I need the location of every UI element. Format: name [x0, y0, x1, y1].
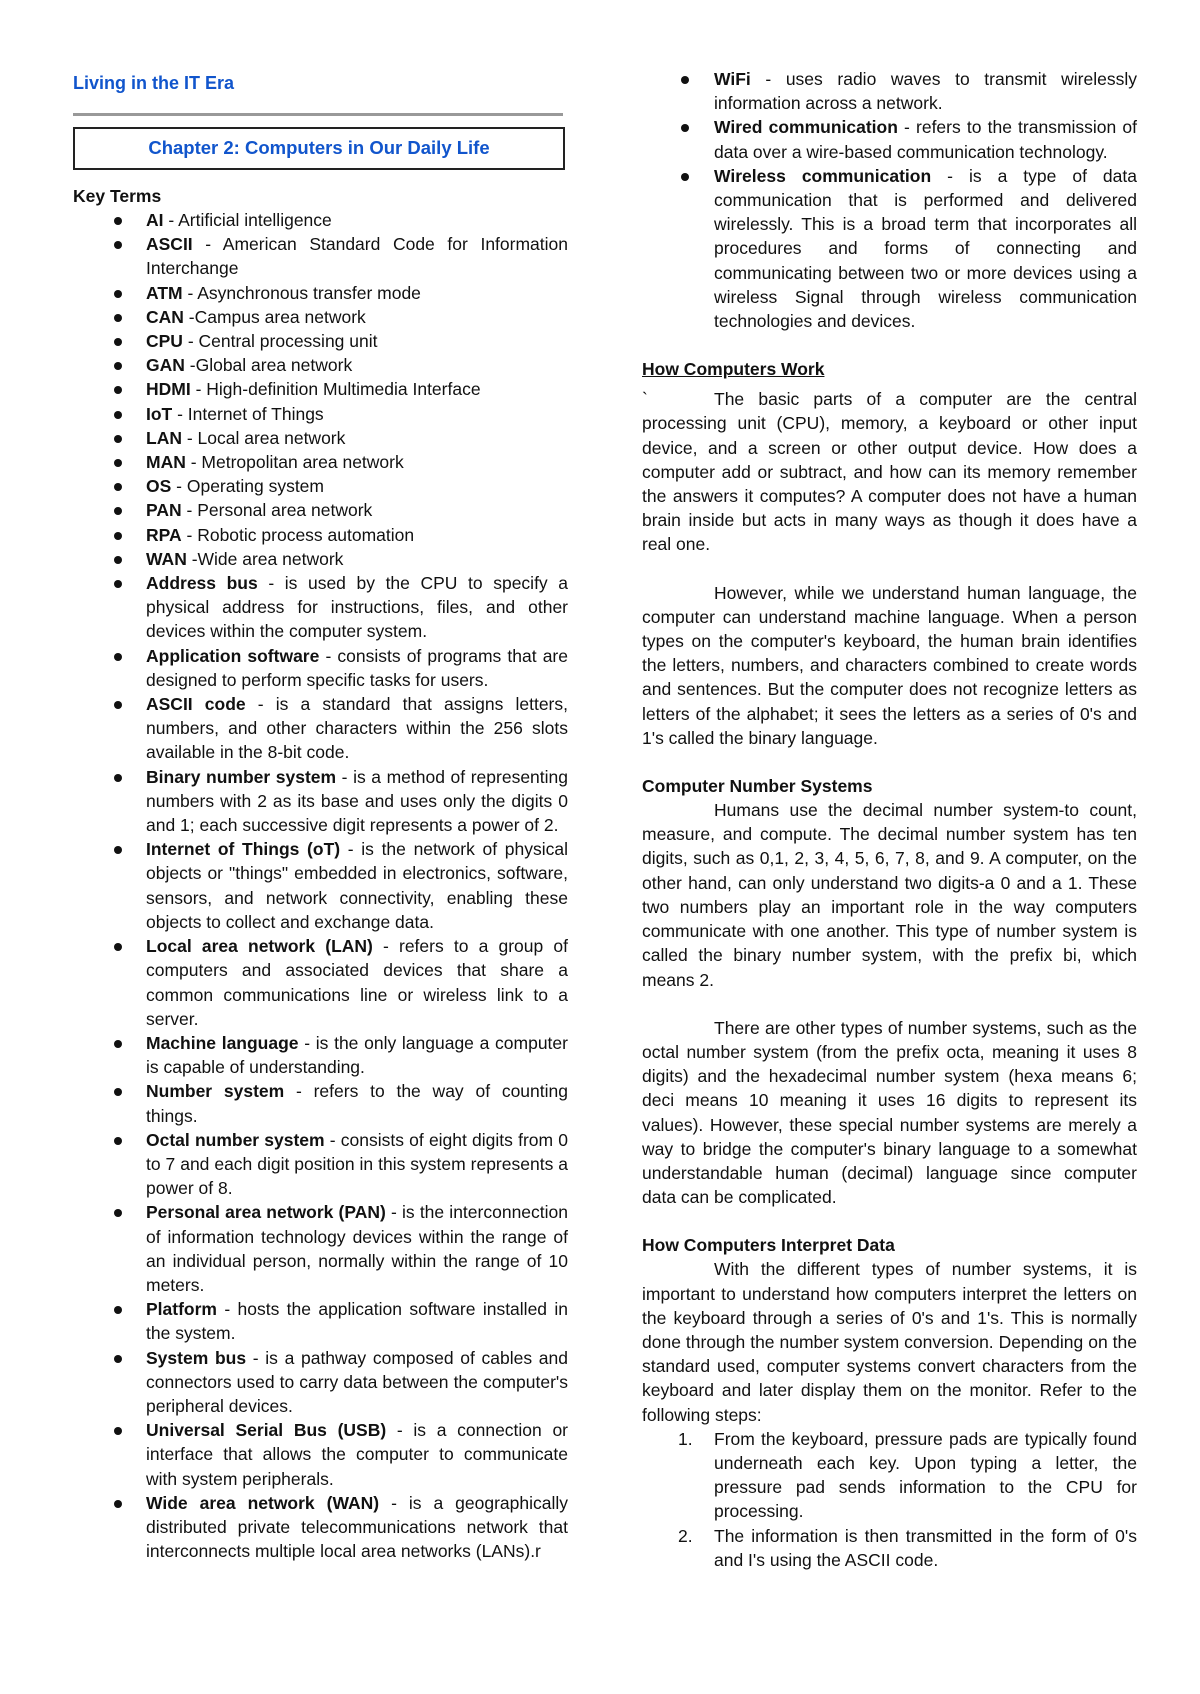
term-name: WiFi [714, 69, 751, 89]
term-name: WAN [146, 548, 187, 569]
number-systems-heading: Computer Number Systems [642, 776, 873, 797]
term-item [73, 232, 568, 280]
term-definition: - is a geographically distributed private telecommunications network that interconnects multiple local area networks (LANs).r [146, 1492, 568, 1562]
term-name: Universal Serial Bus (USB) [146, 1420, 387, 1441]
term-definition: - is a pathway composed of cables and connectors used to carry data between the computer's peripheral devices. [146, 1347, 568, 1416]
term-item [73, 523, 568, 547]
term-item [73, 1491, 568, 1564]
spacer [642, 333, 1137, 357]
communication-terms-list [642, 67, 1137, 333]
conversion-steps-list [642, 1427, 1137, 1572]
term-name: Wide area network (WAN) [146, 1492, 380, 1513]
term-name: LAN [146, 427, 182, 448]
term-item [73, 765, 568, 838]
term-item [73, 692, 568, 765]
number-systems-paragraph-1: Humans use the decimal number system-to count, measure, and compute. The decimal number system has ten digits, such as 0,1, 2, 3, 4, 5, 6, 7, 8, and 9. A computer, on the other hand, can only understand two digits-a 0 and a 1. These two numbers play an important role in the way computers communicate with one another. This type of number system is called the binary number system, with the prefix bi, which means 2. [642, 800, 1137, 990]
term-definition: - Operating system [171, 476, 324, 497]
interpret-data-heading: How Computers Interpret Data [642, 1235, 895, 1256]
term-definition: - is a method of representing numbers with 2 as its base and uses only the digits 0 and 1; each successive digit represents a power of 2. [146, 766, 568, 836]
term-definition: - Local area network [181, 427, 346, 448]
how-computers-work-paragraph-1: The basic parts of a computer are the central processing unit (CPU), memory, a keyboard or other input device, and a screen or other output device. How does a computer add or subtract, and how can its memory remember the answers it computes? A computer does not have a human brain inside but acts in many ways as though it does have a real one. [642, 389, 1137, 555]
term-item [642, 67, 1137, 115]
term-item [73, 208, 568, 232]
key-terms-heading: Key Terms [73, 186, 162, 206]
term-definition: - Asynchronous transfer mode [182, 282, 421, 303]
term-definition: - Internet of Things [172, 403, 324, 424]
term-item [73, 1418, 568, 1491]
chapter-title: Chapter 2: Computers in Our Daily Life [148, 137, 490, 159]
term-name: Machine language [146, 1032, 299, 1053]
term-name: Personal area network (PAN) [146, 1202, 386, 1223]
how-computers-work-heading: How Computers Work [642, 359, 825, 380]
term-definition: - is the network of physical objects or "things" embedded in electronics, software, sensors, and network connectivity, enabling these objects to collect and exchange data. [146, 839, 568, 932]
term-name: RPA [146, 524, 182, 545]
term-name: IoT [146, 403, 173, 424]
term-item [73, 1200, 568, 1297]
term-name: Number system [146, 1081, 285, 1102]
term-name: CPU [146, 331, 183, 352]
left-column [73, 67, 568, 1563]
right-column [642, 67, 1137, 1572]
term-definition: -Campus area network [183, 306, 366, 327]
term-name: Internet of Things (oT) [146, 839, 341, 860]
term-name: MAN [146, 452, 186, 473]
term-name: PAN [146, 500, 182, 521]
term-name: Wired communication [714, 117, 898, 138]
term-definition: - is a standard that assigns letters, numbers, and other characters within the 256 slots available in the 8-bit code. [146, 694, 568, 763]
interpret-data-paragraph: With the different types of number systems, it is important to understand how computers interpret the letters on the keyboard through a series of 0's and 1's. This is normally done through the number system conversion. Depending on the standard used, computer systems convert characters from the keyboard and later display them on the monitor. Refer to the following steps: [642, 1259, 1137, 1425]
term-definition: - American Standard Code for Information Interchange [146, 234, 568, 279]
step-number: 2. [678, 1525, 693, 1546]
term-item [73, 377, 568, 401]
term-name: Octal number system [146, 1129, 325, 1150]
term-item [73, 353, 568, 377]
term-item [73, 281, 568, 305]
term-name: Application software [146, 645, 320, 666]
term-item [642, 115, 1137, 163]
term-definition: -Global area network [184, 355, 353, 376]
term-name: ASCII [146, 234, 193, 255]
term-definition: - is a type of data communication that is performed and delivered wirelessly. This is a broad term that incorporates all procedures and forms of connecting and communicating between two or more devices using a wireless Signal through wireless communication technologies and devices. [714, 165, 1137, 332]
how-computers-work-paragraph-2: However, while we understand human language, the computer can understand machine language. When a person types on the computer's keyboard, the human brain identifies the letters, numbers, and characters combined to create words and sentences. But the computer does not recognize letters as letters of the alphabet; it sees the letters as a series of 0's and 1's called the binary language. [642, 582, 1137, 748]
term-definition: - High-definition Multimedia Interface [190, 379, 481, 400]
term-name: Platform [146, 1299, 217, 1320]
term-definition: - refers to the way of counting things. [146, 1081, 568, 1126]
term-definition: - is a connection or interface that allows the computer to communicate with system peripherals. [146, 1420, 569, 1489]
term-definition: -Wide area network [186, 548, 344, 569]
term-definition: - uses radio waves to transmit wirelessly information across a network. [714, 69, 1137, 114]
number-systems-paragraph-2: There are other types of number systems, such as the octal number system (from the prefix octa, meaning it uses 8 digits) and the hexadecimal number system (hexa means 6; deci means 10 meaning it uses 16 digits to represent its values). However, these special number systems are merely a way to bridge the computer's binary language to a somewhat understandable human (decimal) language since computer data can be complicated. [642, 1017, 1137, 1208]
term-item [73, 402, 568, 426]
step-item [642, 1427, 1137, 1524]
step-item [642, 1524, 1137, 1572]
term-item [73, 474, 568, 498]
step-text: The information is then transmitted in the form of 0's and I's using the ASCII code. [714, 1525, 1137, 1570]
term-definition: - Robotic process automation [181, 524, 415, 545]
term-item [73, 450, 568, 474]
term-item [73, 547, 568, 571]
header-divider [73, 113, 563, 116]
term-definition: - Personal area network [181, 500, 373, 521]
term-item [73, 498, 568, 522]
document-header-title: Living in the IT Era [73, 73, 235, 93]
term-definition: - Central processing unit [182, 331, 378, 352]
term-item [73, 329, 568, 353]
term-definition: - hosts the application software installed in the system. [146, 1299, 568, 1344]
term-name: GAN [146, 355, 185, 376]
term-name: HDMI [146, 379, 191, 400]
term-item [73, 1297, 568, 1345]
term-item [73, 644, 568, 692]
term-definition: - Artificial intelligence [163, 210, 332, 230]
term-item [73, 837, 568, 934]
term-item [73, 1079, 568, 1127]
term-item [73, 1128, 568, 1201]
term-definition: - refers to a group of computers and associated devices that share a common communications line or wireless link to a server. [146, 936, 568, 1029]
term-item [73, 1031, 568, 1079]
term-item [73, 571, 568, 644]
term-definition: - is the interconnection of information technology devices within the range of an individual person, normally within the range of 10 meters. [146, 1202, 568, 1295]
chapter-title-box [73, 127, 565, 170]
term-name: Local area network (LAN) [146, 936, 373, 957]
term-item [642, 164, 1137, 333]
term-definition: - is used by the CPU to specify a physical address for instructions, files, and other devices within the computer system. [146, 573, 568, 642]
term-item [73, 1346, 568, 1419]
term-name: AI [146, 210, 164, 230]
step-text: From the keyboard, pressure pads are typically found underneath each key. Upon typing a letter, the pressure pad sends information to the CPU for processing. [714, 1428, 1137, 1522]
term-definition: - is the only language a computer is capable of understanding. [146, 1032, 568, 1078]
term-name: Binary number system [146, 766, 337, 787]
term-name: CAN [146, 306, 184, 327]
term-name: Wireless communication [714, 165, 932, 186]
step-number: 1. [678, 1428, 693, 1449]
term-name: ASCII code [146, 694, 246, 715]
term-item [73, 426, 568, 450]
term-definition: - consists of eight digits from 0 to 7 and each digit position in this system represents a power of 8. [146, 1129, 568, 1199]
how-computers-work-paragraph-1-wrap [642, 387, 1137, 556]
term-definition: - refers to the transmission of data over a wire-based communication technology. [714, 117, 1138, 162]
stray-backtick: ` [642, 389, 648, 410]
term-definition: - consists of programs that are designed to perform specific tasks for users. [146, 645, 568, 690]
key-terms-list [73, 208, 568, 1563]
term-item [73, 305, 568, 329]
term-definition: - Metropolitan area network [185, 452, 404, 473]
term-item [73, 934, 568, 1031]
term-name: Address bus [146, 573, 258, 594]
term-name: System bus [146, 1347, 247, 1368]
term-name: ATM [146, 282, 183, 303]
term-name: OS [146, 476, 172, 497]
